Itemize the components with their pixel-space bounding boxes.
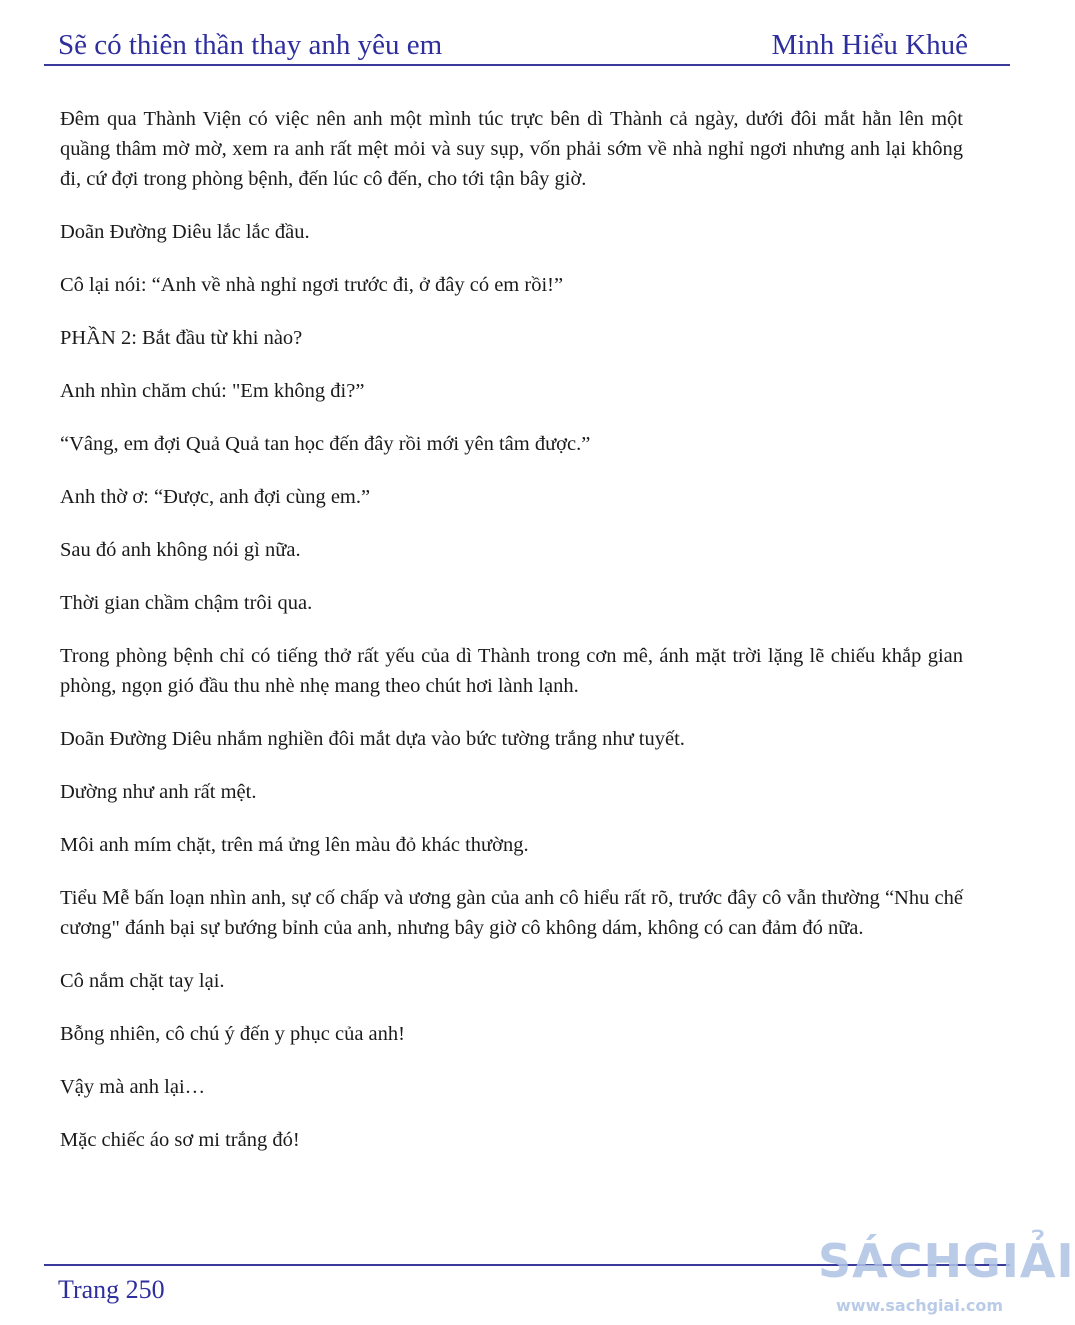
paragraph: Doãn Đường Diêu nhắm nghiền đôi mắt dựa vào bức tường trắng như tuyết. — [60, 728, 685, 750]
paragraph: Cô nắm chặt tay lại. — [60, 970, 225, 992]
paragraph: Vậy mà anh lại… — [60, 1076, 206, 1098]
watermark-url: www.sachgiai.com — [836, 1296, 1004, 1315]
paragraph: Anh nhìn chăm chú: "Em không đi?” — [60, 380, 365, 402]
book-title: Sẽ có thiên thần thay anh yêu em — [58, 29, 443, 61]
paragraph: Doãn Đường Diêu lắc lắc đầu. — [60, 221, 310, 243]
paragraph: Trong phòng bệnh chỉ có tiếng thở rất yếu của dì Thành trong cơn mê, ánh mặt trời lặng lẽ chiếu khắp gian phòng, ngọn gió đầu thu nhè nhẹ mang theo chút hơi lành lạnh. — [60, 645, 963, 697]
paragraph: “Vâng, em đợi Quả Quả tan học đến đây rồi mới yên tâm được.” — [60, 433, 591, 455]
paragraph: Tiểu Mễ bấn loạn nhìn anh, sự cố chấp và ương gàn của anh cô hiểu rất rõ, trước đây cô vẫn thường “Nhu chế cương" đánh bại sự bướng bỉnh của anh, nhưng bây giờ cô không dám, không có can đảm đó nữa. — [60, 887, 963, 939]
paragraph: Mặc chiếc áo sơ mi trắng đó! — [60, 1129, 300, 1151]
page-body — [60, 104, 963, 1178]
watermark-word: SÁCHGIẢI — [818, 1234, 1075, 1288]
paragraph: Bỗng nhiên, cô chú ý đến y phục của anh! — [60, 1023, 405, 1045]
author-name: Minh Hiểu Khuê — [771, 29, 968, 61]
paragraph: Cô lại nói: “Anh về nhà nghỉ ngơi trước đi, ở đây có em rồi!” — [60, 274, 564, 296]
paragraph: Đêm qua Thành Viện có việc nên anh một mình túc trực bên dì Thành cả ngày, dưới đôi mắt hằn lên một quầng thâm mờ mờ, xem ra anh rất mệt mỏi và suy sụp, vốn phải sớm về nhà nghỉ ngơi nhưng anh lại không đi, cứ đợi trong phòng bệnh, đến lúc cô đến, cho tới tận bây giờ. — [60, 108, 963, 190]
watermark-logo — [818, 1226, 1075, 1322]
paragraph: PHẦN 2: Bắt đầu từ khi nào? — [60, 327, 303, 349]
page-header — [58, 22, 968, 62]
page-number: Trang 250 — [58, 1275, 165, 1304]
header-divider — [44, 64, 1010, 66]
paragraph: Môi anh mím chặt, trên má ửng lên màu đỏ khác thường. — [60, 834, 529, 856]
paragraph: Anh thờ ơ: “Được, anh đợi cùng em.” — [60, 486, 371, 508]
paragraph: Sau đó anh không nói gì nữa. — [60, 539, 301, 561]
paragraph: Thời gian chầm chậm trôi qua. — [60, 592, 313, 614]
paragraph: Dường như anh rất mệt. — [60, 781, 257, 803]
